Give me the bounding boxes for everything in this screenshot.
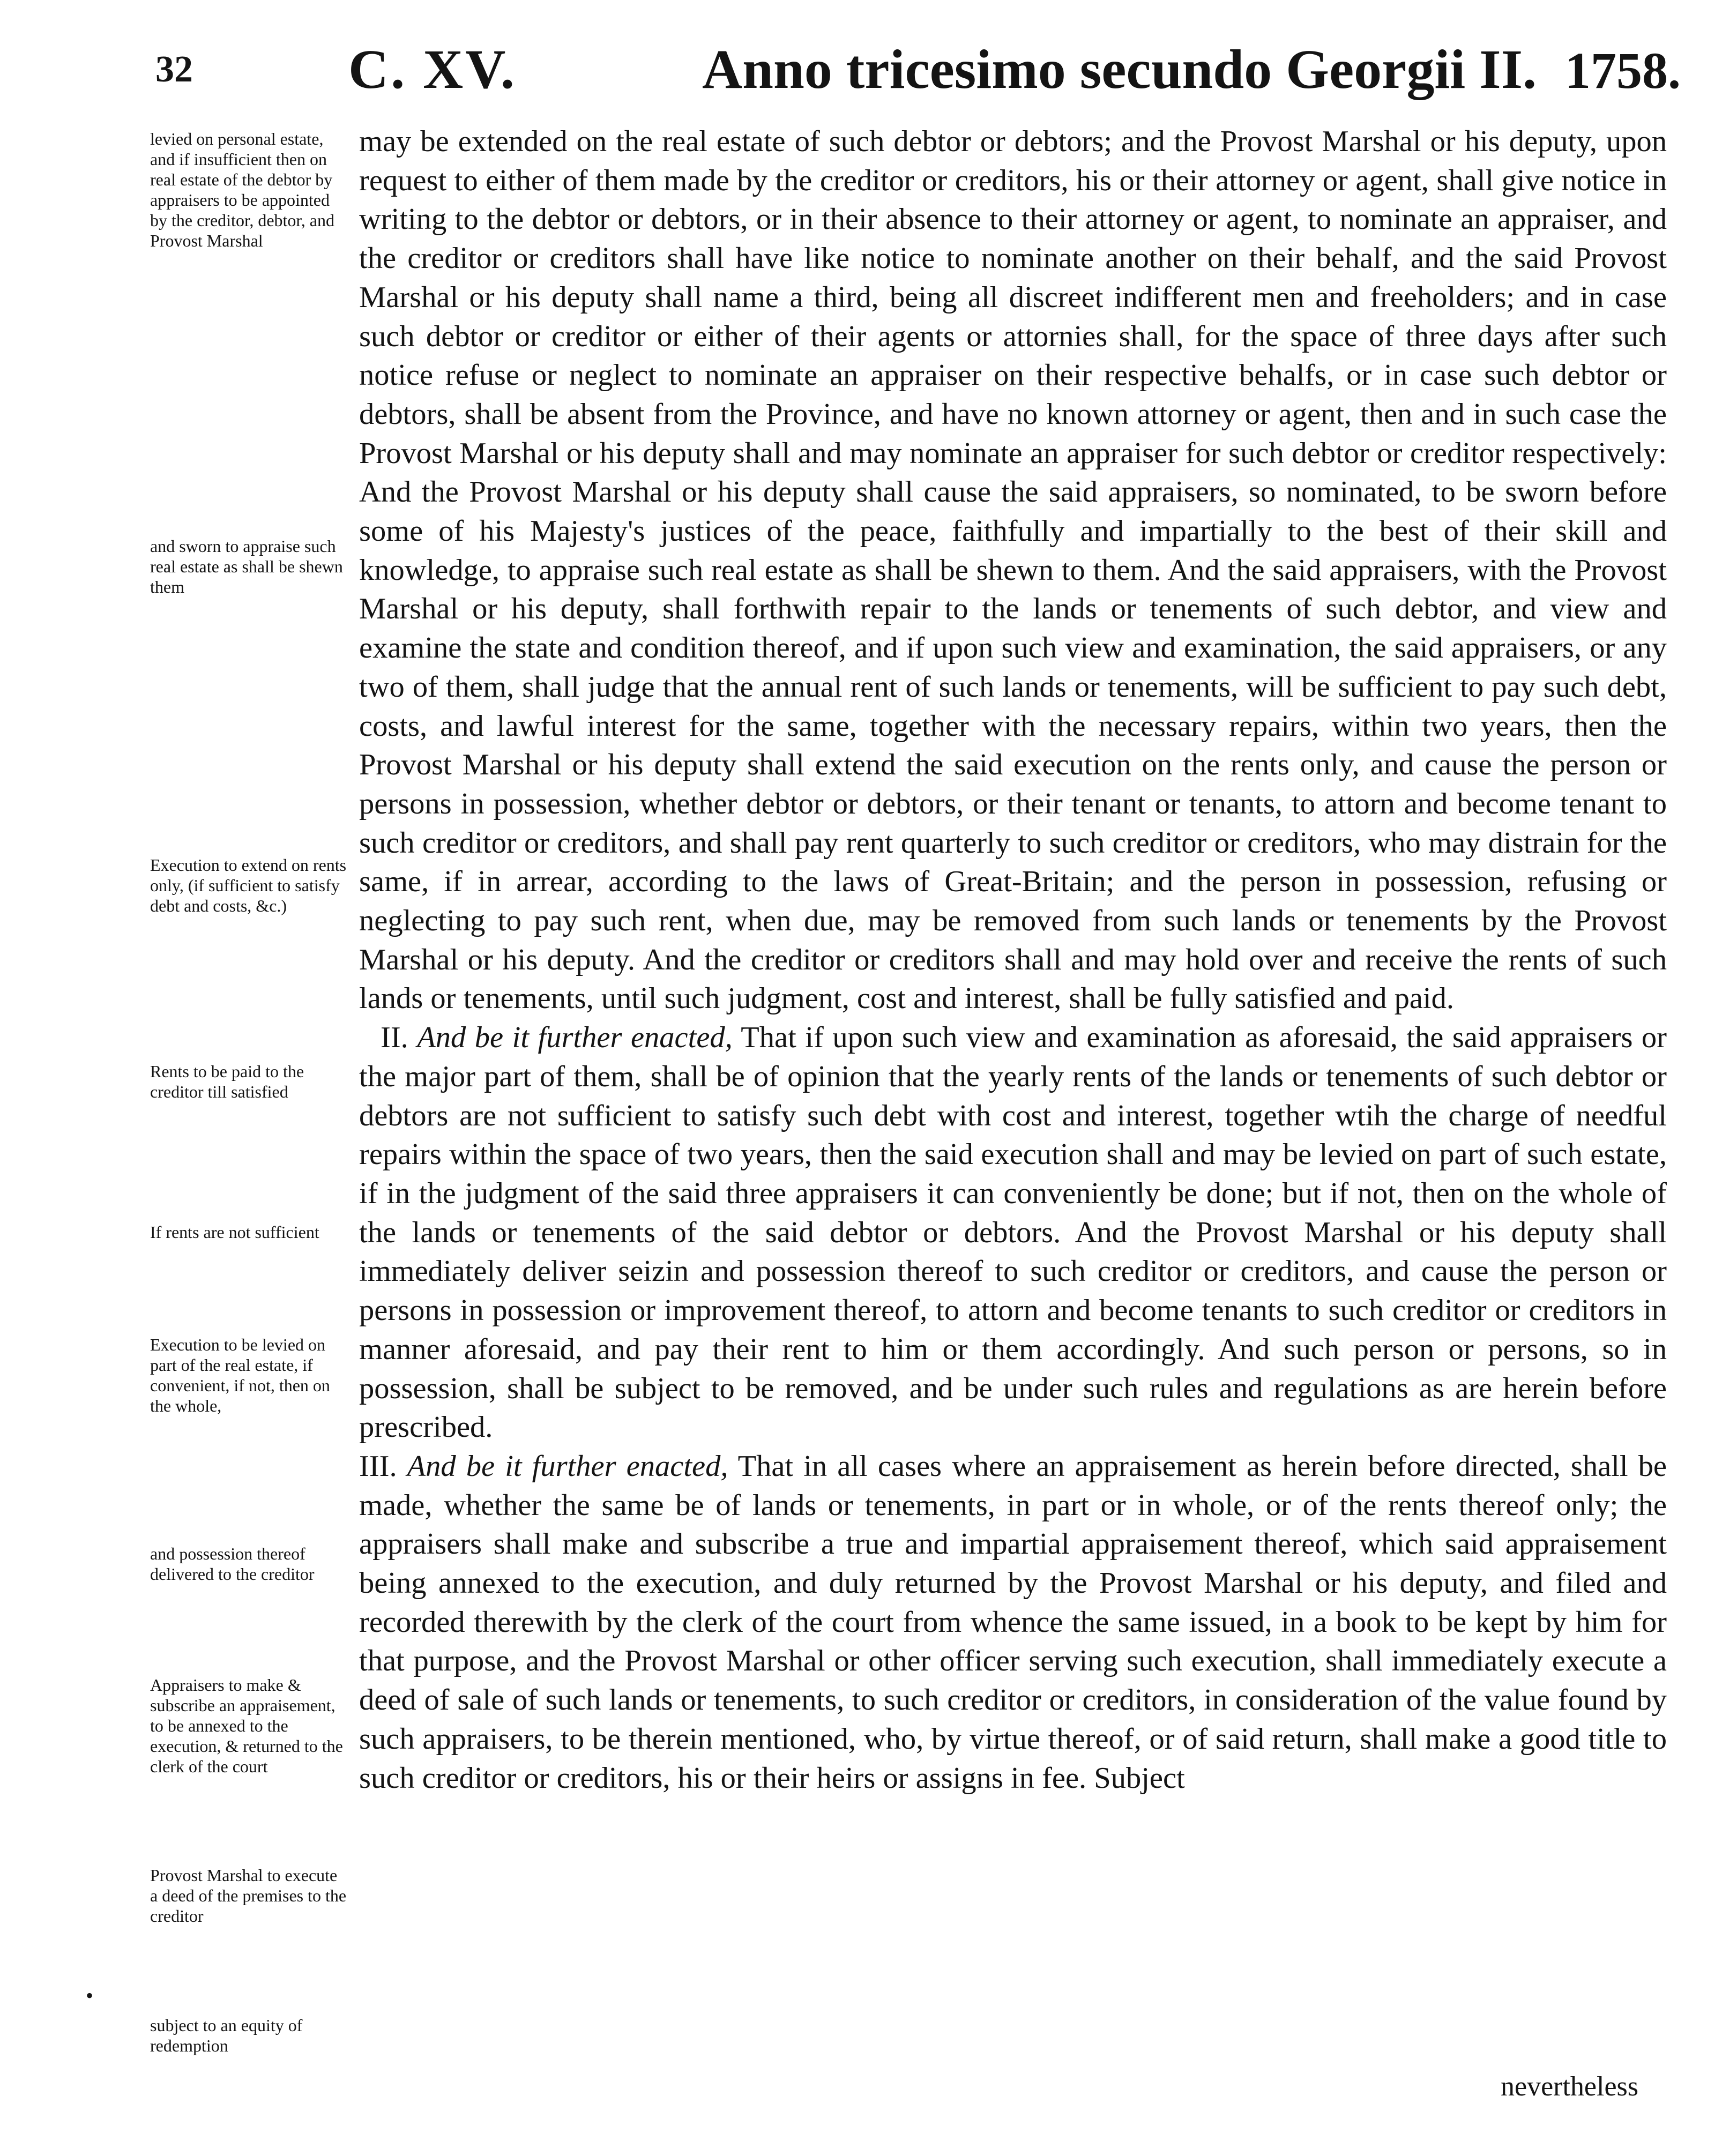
marginal-note: and possession thereof delivered to the creditor [150, 1544, 315, 1584]
marginal-note: Rents to be paid to the creditor till satisfied [150, 1062, 304, 1101]
running-title: Anno tricesimo secundo Georgii II. [702, 39, 1537, 100]
section-text: That if upon such view and examination as aforesaid, the said appraisers or the major part of them, shall be of opinion that the yearly rents of the lands or tenements of such debtor or debtors are not sufficient to satisfy such debt with cost and interest, together wtih the charge of needful repairs within the space of two years, then the said execution shall and may be levied on part of such estate, if in the judgment of the said three appraisers it can conveniently be done; but if not, then on the whole of the lands or tenements of the said debtor or debtors. And the Provost Marshal or his deputy shall immediately deliver seizin and possession thereof to such creditor or creditors, and cause the person or persons in possession or improvement thereof, to attorn and become tenants to such creditor or creditors in manner aforesaid, and pay their rent to him or them accordingly. And such person or persons, so in possession, shall be subject to be removed, and be under such rules and regulations as are herein before prescribed. [359, 1021, 1667, 1444]
section-text: That in all cases where an appraisement as herein before directed, shall be made, whether the same be of lands or tenements, in part or in whole, or of the rents thereof only; the appraisers shall make and subscribe a true and impartial appraisement thereof, which said appraisement being annexed to the execution, and duly returned by the Provost Marshal or his deputy, and filed and recorded therewith by the clerk of the court from whence the same issued, in a book to be kept by him for that purpose, and the Provost Marshal or other officer serving such execution, shall immediately execute a deed of sale of such lands or tenements, to such creditor or creditors, in consideration of the value found by such appraisers, to be therein mentioned, who, by virtue thereof, or of said return, shall make a good title to such creditor or creditors, his or their heirs or assigns in fee. Subject [359, 1449, 1667, 1795]
marginal-note: Provost Marshal to execute a deed of the premises to the creditor [150, 1866, 347, 1926]
enacting-clause: And be it further enacted, [407, 1449, 728, 1483]
marginal-note: and sworn to appraise such real estate as shall be shewn them [150, 536, 343, 596]
marginal-note: subject to an equity of redemption [150, 2016, 303, 2055]
page-number: 32 [155, 49, 193, 90]
section-number: II. [381, 1021, 408, 1055]
marginal-note: Execution to be levied on part of the real estate, if convenient, if not, then on the whole, [150, 1335, 330, 1415]
page-header [0, 32, 1722, 113]
paragraph: may be extended on the real estate of such debtor or debtors; and the Provost Marshal or his deputy, upon request to either of them made by the creditor or creditors, his or their attorney or agent, shall give notice in writing to the debtor or debtors, or in their absence to their attorney or agent, to nominate an appraiser, and the creditor or creditors shall have like notice to nominate another on their behalf, and the said Provost Marshal or his deputy shall name a third, being all discreet indifferent men and freeholders; and in case such debtor or creditor or either of their agents or attornies shall, for the space of three days after such notice refuse or neglect to nominate an appraiser on their respective behalfs, or in case such debtor or debtors, shall be absent from the Province, and have no known attorney or agent, then and in such case the Provost Marshal or his deputy shall and may nominate an appraiser for such debtor or creditor respectively: And the Provost Marshal or his deputy shall cause the said appraisers, so nominated, to be sworn before some of his Majesty's justices of the peace, faithfully and impartially to the best of their skill and knowledge, to appraise such real estate as shall be shewn to them. And the said appraisers, with the Provost Marshal or his deputy, shall forthwith repair to the lands or tenements of such debtor, and view and examine the state and condition thereof, and if upon such view and examination, the said appraisers, or any two of them, shall judge that the annual rent of such lands or tenements, will be sufficient to pay such debt, costs, and lawful interest for the same, together with the necessary repairs, within two years, then the Provost Marshal or his deputy shall extend the said execution on the rents only, and cause the person or persons in possession, whether debtor or debtors, or their tenant or tenants, to attorn and become tenant to such creditor or creditors, and shall pay rent quarterly to such creditor or creditors, who may distrain for the same, if in arrear, according to the laws of Great-Britain; and the person in possession, refusing or neglecting to pay such rent, when due, may be removed from such lands or tenements by the Provost Marshal or his deputy. And the creditor or creditors shall and may hold over and receive the rents of such lands or tenements, until such judgment, cost and interest, shall be fully satisfied and paid. [359, 125, 1667, 1016]
catchword: nevertheless [1501, 2071, 1639, 2102]
enacting-clause: And be it further enacted, [417, 1021, 733, 1055]
section-2 [359, 1018, 1667, 1447]
section-3 [359, 1447, 1667, 1797]
marginal-note: Appraisers to make & subscribe an appraisement, to be annexed to the execution, & returned to the clerk of the court [150, 1675, 343, 1776]
section-number: III. [359, 1449, 397, 1483]
stray-ink-mark: • [86, 1983, 94, 2008]
chapter-number: C. XV. [348, 39, 517, 100]
marginal-note: Execution to extend on rents only, (if sufficient to satisfy debt and costs, &c.) [150, 855, 347, 915]
year-heading: 1758. [1565, 42, 1681, 99]
marginal-note: levied on personal estate, and if insufficient then on real estate of the debtor by appraisers to be appointed by the creditor, debtor, and Provost Marshal [150, 129, 334, 250]
marginal-note: If rents are not sufficient [150, 1222, 319, 1242]
main-text [359, 122, 1667, 1797]
